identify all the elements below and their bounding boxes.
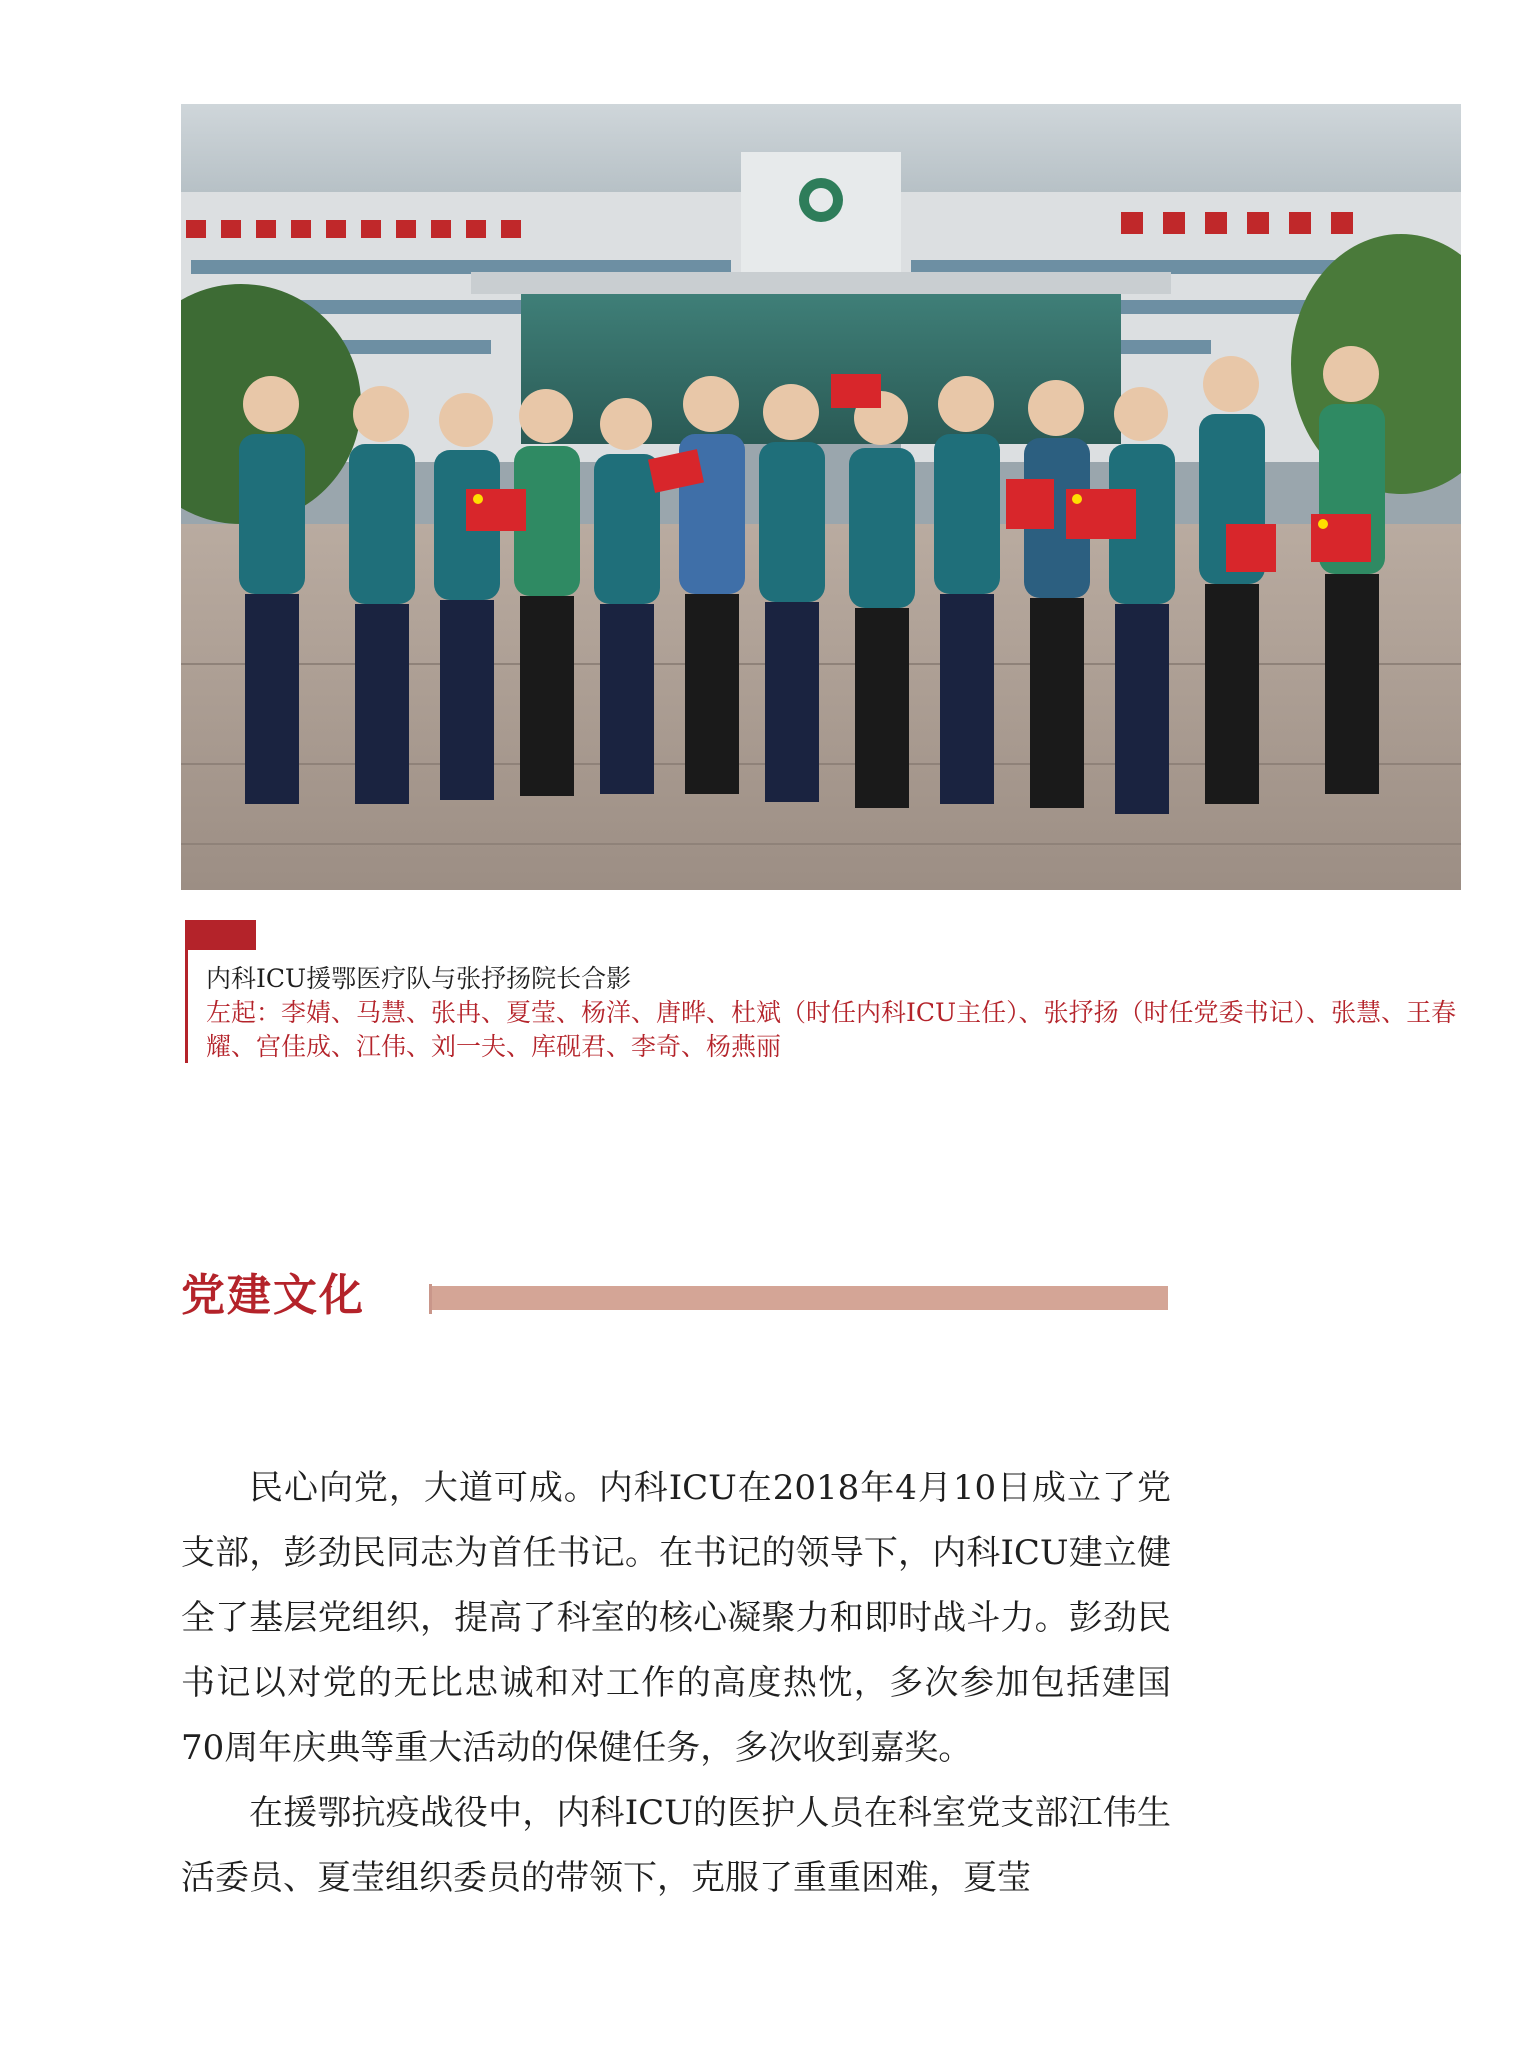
paragraph-2: 在援鄂抗疫战役中，内科ICU的医护人员在科室党支部江伟生活委员、夏莹组织委员的带领下，克服了重重困难，夏莹	[181, 1793, 1171, 1898]
caption-accent-bar	[185, 920, 256, 950]
section-title: 党建文化	[181, 1270, 365, 1321]
group-photo-icon	[181, 104, 1461, 890]
photo-caption	[206, 962, 1466, 1064]
group-photo	[181, 104, 1461, 890]
body-text	[181, 1456, 1171, 1911]
caption-names: 左起：李婧、马慧、张冉、夏莹、杨洋、唐晔、杜斌（时任内科ICU主任）、张抒扬（时任党委书记）、张慧、王春耀、宫佳成、江伟、刘一夫、库砚君、李奇、杨燕丽	[206, 998, 1457, 1061]
caption-accent-rule	[185, 950, 188, 1063]
caption-title: 内科ICU援鄂医疗队与张抒扬院长合影	[206, 964, 632, 993]
paragraph-1: 民心向党，大道可成。内科ICU在2018年4月10日成立了党支部，彭劲民同志为首任书记。在书记的领导下，内科ICU建立健全了基层党组织，提高了科室的核心凝聚力和即时战斗力。彭劲民书记以对党的无比忠诚和对工作的高度热忱，多次参加包括建国70周年庆典等重大活动的保健任务，多次收到嘉奖。	[181, 1468, 1171, 1768]
section-divider-bar	[432, 1286, 1168, 1310]
